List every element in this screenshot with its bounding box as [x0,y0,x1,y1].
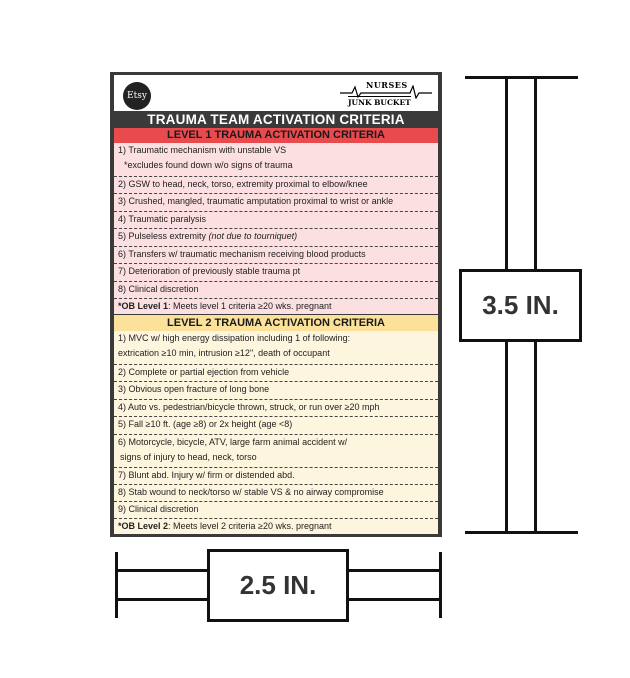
width-dimension-right-cap [439,552,442,618]
list-item: 8) Clinical discretion [114,282,438,299]
brand-line1: NURSES [366,80,408,90]
list-item [114,331,438,365]
list-item: 7) Deterioration of previously stable trauma pt [114,264,438,282]
level1-ob-note [114,299,438,314]
level1-ob-text: : Meets level 1 criteria ≥20 wks. pregnant [168,301,332,311]
level1-ob-label: *OB Level 1 [118,301,169,311]
list-item: 3) Obvious open fracture of long bone [114,382,438,400]
level1-header: LEVEL 1 TRAUMA ACTIVATION CRITERIA [114,128,438,143]
list-item: 8) Stab wound to neck/torso w/ stable VS & no airway compromise [114,485,438,502]
level1-item1-line1: 1) Traumatic mechanism with unstable VS [118,145,287,155]
level1-list [114,143,438,314]
level1-item1-line2: *excludes found down w/o signs of trauma [124,160,293,170]
level2-ob-note [114,519,438,534]
brand-logo [340,79,432,109]
brand-line2: JUNK BUCKET [348,98,411,107]
height-dimension-label: 3.5 IN. [459,269,582,342]
list-item: 4) Traumatic paralysis [114,212,438,229]
level1-item5-prefix: 5) Pulseless extremity [118,231,209,241]
list-item: 2) GSW to head, neck, torso, extremity proximal to elbow/knee [114,177,438,194]
etsy-logo: Etsy [123,82,151,110]
list-item: 4) Auto vs. pedestrian/bicycle thrown, struck, or run over ≥20 mph [114,400,438,417]
list-item [114,435,438,468]
height-dimension-bottom-cap [465,531,578,534]
level2-header: LEVEL 2 TRAUMA ACTIVATION CRITERIA [114,315,438,331]
level2-item1-line2: extrication ≥10 min, intrusion ≥12", death of occupant [118,348,330,358]
level2-ob-label: *OB Level 2 [118,521,169,531]
card-title: TRAUMA TEAM ACTIVATION CRITERIA [114,111,438,129]
level2-item6-line1: 6) Motorcycle, bicycle, ATV, large farm animal accident w/ [118,437,348,447]
list-item: 2) Complete or partial ejection from vehicle [114,365,438,382]
list-item: 7) Blunt abd. Injury w/ firm or distended abd. [114,468,438,485]
level2-item6-line2: signs of injury to head, neck, torso [120,452,257,462]
card-header [114,75,438,111]
list-item [114,143,438,177]
level2-item1-line1: 1) MVC w/ high energy dissipation including 1 of following: [118,333,351,343]
list-item: 5) Fall ≥10 ft. (age ≥8) or 2x height (age <8) [114,417,438,435]
list-item: 3) Crushed, mangled, traumatic amputation proximal to wrist or ankle [114,194,438,212]
level2-ob-text: : Meets level 2 criteria ≥20 wks. pregnant [168,521,332,531]
level1-item5-note: (not due to tourniquet) [208,231,298,241]
list-item: 9) Clinical discretion [114,502,438,519]
level2-list [114,331,438,534]
list-item [114,229,438,247]
width-dimension-label: 2.5 IN. [207,549,349,622]
badge-card [110,72,442,537]
list-item: 6) Transfers w/ traumatic mechanism receiving blood products [114,247,438,264]
